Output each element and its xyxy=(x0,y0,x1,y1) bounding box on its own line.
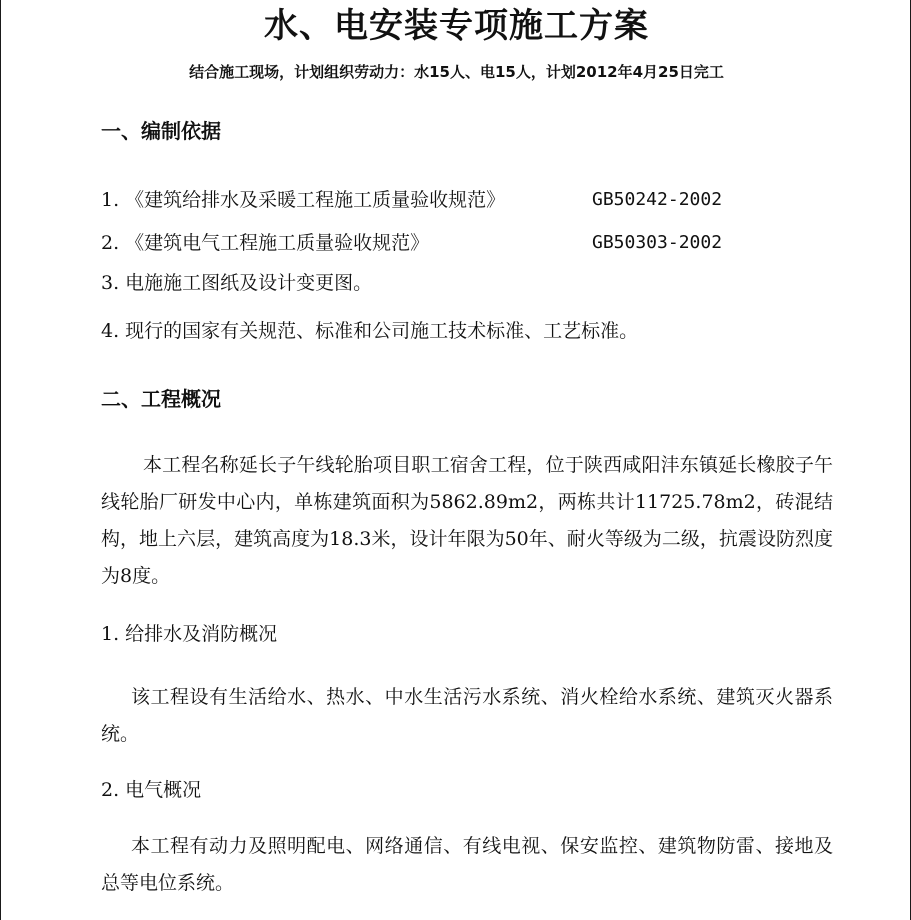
project-overview-paragraph: 本工程名称延长子午线轮胎项目职工宿舍工程，位于陕西咸阳沣东镇延长橡胶子午线轮胎厂研发中心内，单栋建筑面积为5862.89m2，两栋共计11725.78m2，砖混结构，地上六层，建筑高度为18.3米，设计年限为50年、耐火等级为二级，抗震设防烈度为8度。 xyxy=(101,454,833,587)
water-paragraph: 该工程设有生活给水、热水、中水生活污水系统、消火栓给水系统、建筑灭火器系统。 xyxy=(101,686,833,745)
water-subheading: 1. 给排水及消防概况 xyxy=(101,623,278,645)
electrical-subheading: 2. 电气概况 xyxy=(101,779,202,801)
reference-item xyxy=(101,269,861,297)
reference-code: GB50242-2002 xyxy=(592,189,723,210)
section-heading-overview: 二、工程概况 xyxy=(101,387,221,411)
document-subtitle: 结合施工现场，计划组织劳动力：水15人、电15人，计划2012年4月25日完工 xyxy=(189,63,724,81)
reference-title: 4. 现行的国家有关规范、标准和公司施工技术标准、工艺标准。 xyxy=(101,320,639,342)
reference-item xyxy=(101,317,861,345)
reference-title: 1. 《建筑给排水及采暖工程施工质量验收规范》 xyxy=(101,189,506,211)
document-title: 水、电安装专项施工方案 xyxy=(264,6,649,46)
reference-item xyxy=(101,229,861,257)
reference-code: GB50303-2002 xyxy=(592,232,723,253)
section-heading-basis: 一、编制依据 xyxy=(101,119,221,143)
reference-item xyxy=(101,186,861,214)
electrical-paragraph: 本工程有动力及照明配电、网络通信、有线电视、保安监控、建筑物防雷、接地及总等电位系统。 xyxy=(101,835,833,894)
reference-title: 2. 《建筑电气工程施工质量验收规范》 xyxy=(101,232,430,254)
reference-title: 3. 电施施工图纸及设计变更图。 xyxy=(101,272,373,294)
